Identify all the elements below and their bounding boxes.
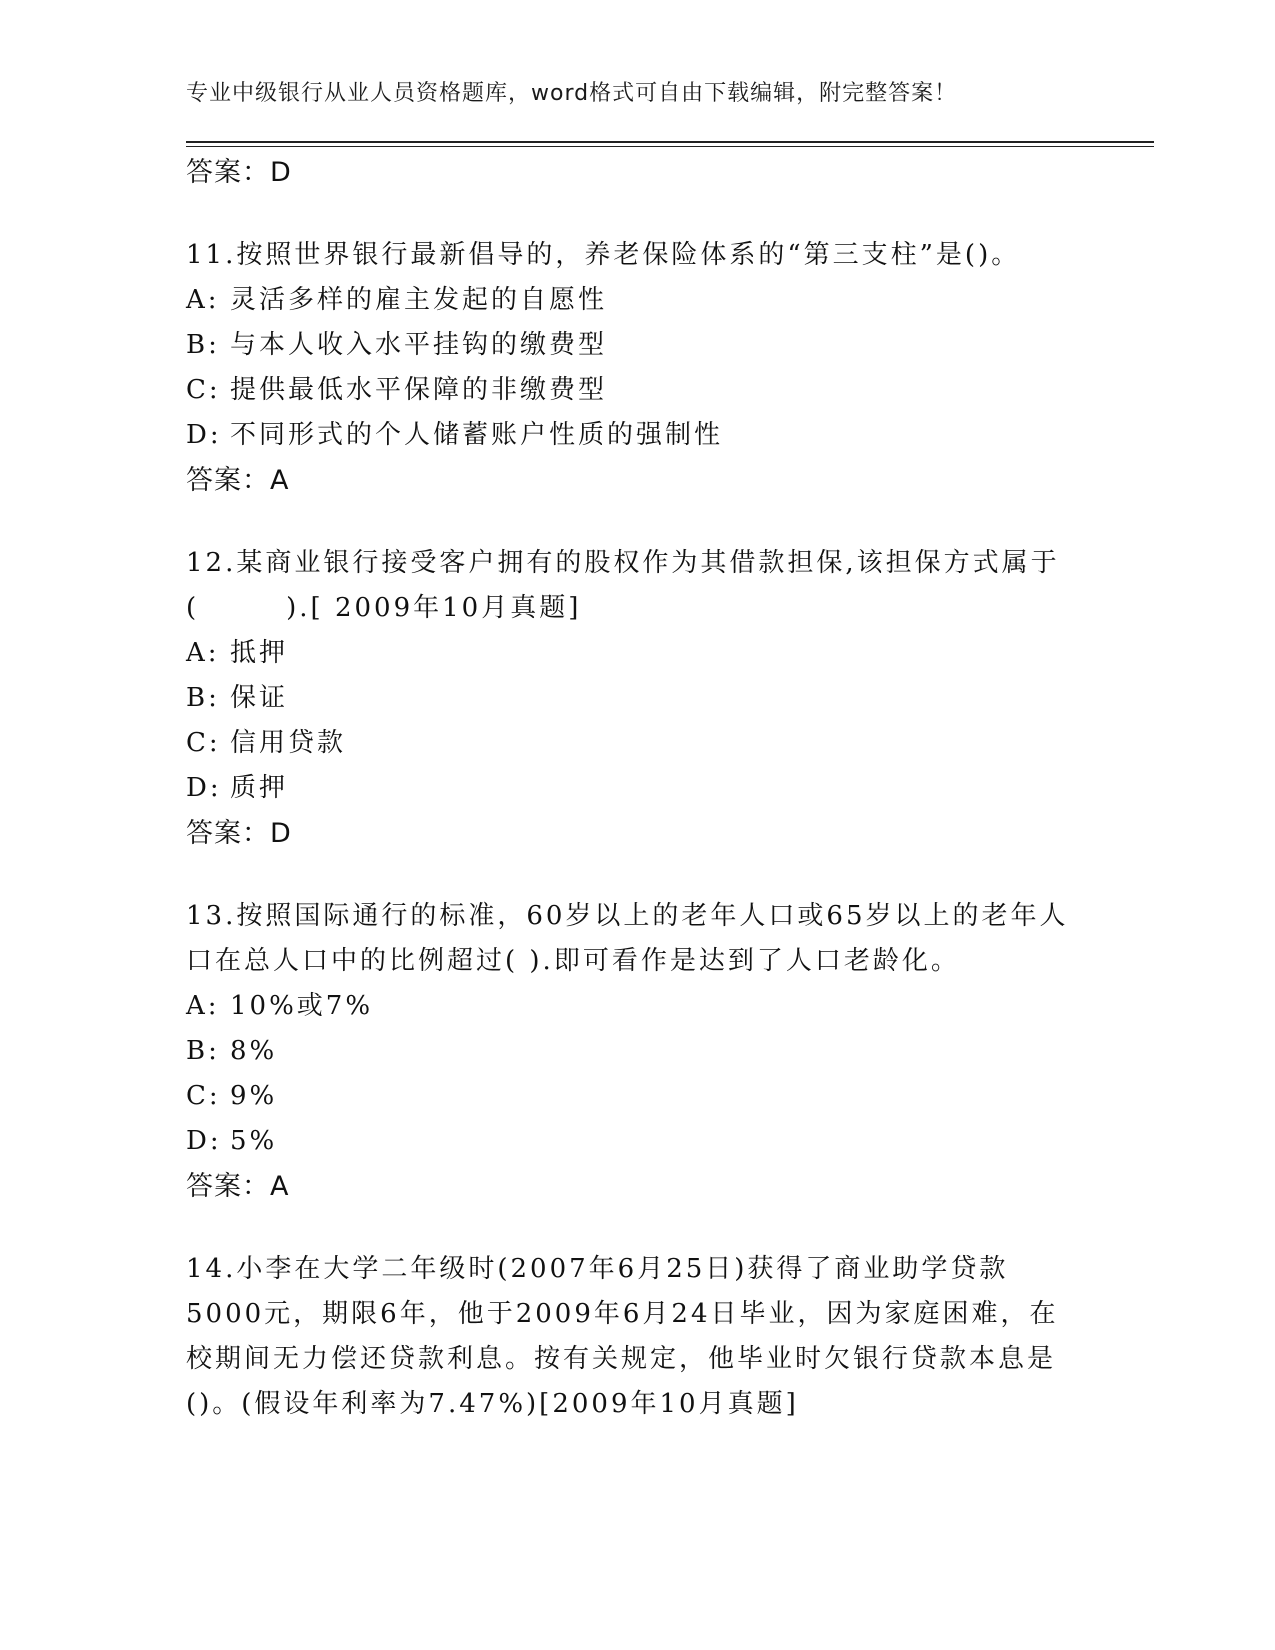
document-header: 专业中级银行从业人员资格题库，word格式可自由下载编辑，附完整答案！	[186, 81, 958, 106]
option-c	[186, 368, 1086, 413]
option-text: 抵押	[230, 638, 289, 668]
option-text: 灵活多样的雇主发起的自愿性	[230, 285, 608, 315]
option-text: 9%	[230, 1081, 278, 1111]
option-label: D:	[186, 420, 222, 450]
question-list	[186, 150, 1086, 1427]
question-11	[186, 233, 1086, 503]
question-stem: 12.某商业银行接受客户拥有的股权作为其借款担保,该担保方式属于( ).[ 2009年10月真题]	[186, 548, 1060, 623]
option-text: 5%	[230, 1126, 278, 1156]
option-a	[186, 278, 1086, 323]
option-a	[186, 984, 1086, 1029]
option-a	[186, 631, 1086, 676]
option-label: D:	[186, 1126, 222, 1156]
question-14	[186, 1247, 1086, 1427]
option-b	[186, 323, 1086, 368]
option-text: 不同形式的个人储蓄账户性质的强制性	[230, 420, 724, 450]
question-12	[186, 541, 1086, 856]
answer-line: 答案：A	[186, 1171, 290, 1202]
answer-line: 答案：D	[186, 818, 292, 849]
option-label: B:	[186, 1036, 220, 1066]
answer-line: 答案：A	[186, 465, 290, 496]
option-c	[186, 1074, 1086, 1119]
option-label: C:	[186, 375, 221, 405]
option-text: 保证	[230, 683, 289, 713]
option-label: B:	[186, 683, 220, 713]
header-rule-thin	[186, 146, 1154, 147]
option-text: 信用贷款	[230, 728, 347, 758]
option-b	[186, 676, 1086, 721]
question-stem: 14.小李在大学二年级时(2007年6月25日)获得了商业助学贷款5000元，期限6年，他于2009年6月24日毕业，因为家庭困难，在校期间无力偿还贷款利息。按有关规定，他毕业时欠银行贷款本息是()。(假设年利率为7.47%)[2009年10月真题]	[186, 1254, 1059, 1419]
option-label: D:	[186, 773, 222, 803]
option-text: 10%或7%	[230, 991, 374, 1021]
header-rule-thick	[186, 141, 1154, 143]
option-text: 质押	[230, 773, 289, 803]
option-d	[186, 766, 1086, 811]
answer-line: 答案：D	[186, 157, 292, 188]
option-d	[186, 1119, 1086, 1164]
question-stem: 13.按照国际通行的标准，60岁以上的老年人口或65岁以上的老年人口在总人口中的比例超过( ).即可看作是达到了人口老龄化。	[186, 901, 1069, 976]
option-text: 提供最低水平保障的非缴费型	[230, 375, 608, 405]
option-b	[186, 1029, 1086, 1074]
option-label: B:	[186, 330, 220, 360]
option-text: 8%	[230, 1036, 278, 1066]
option-label: A:	[186, 991, 220, 1021]
option-label: A:	[186, 638, 220, 668]
option-label: A:	[186, 285, 220, 315]
option-d	[186, 413, 1086, 458]
option-label: C:	[186, 1081, 221, 1111]
option-text: 与本人收入水平挂钩的缴费型	[230, 330, 608, 360]
option-c	[186, 721, 1086, 766]
question-stem: 11.按照世界银行最新倡导的，养老保险体系的“第三支柱”是()。	[186, 240, 1021, 270]
option-label: C:	[186, 728, 221, 758]
question-13	[186, 894, 1086, 1209]
